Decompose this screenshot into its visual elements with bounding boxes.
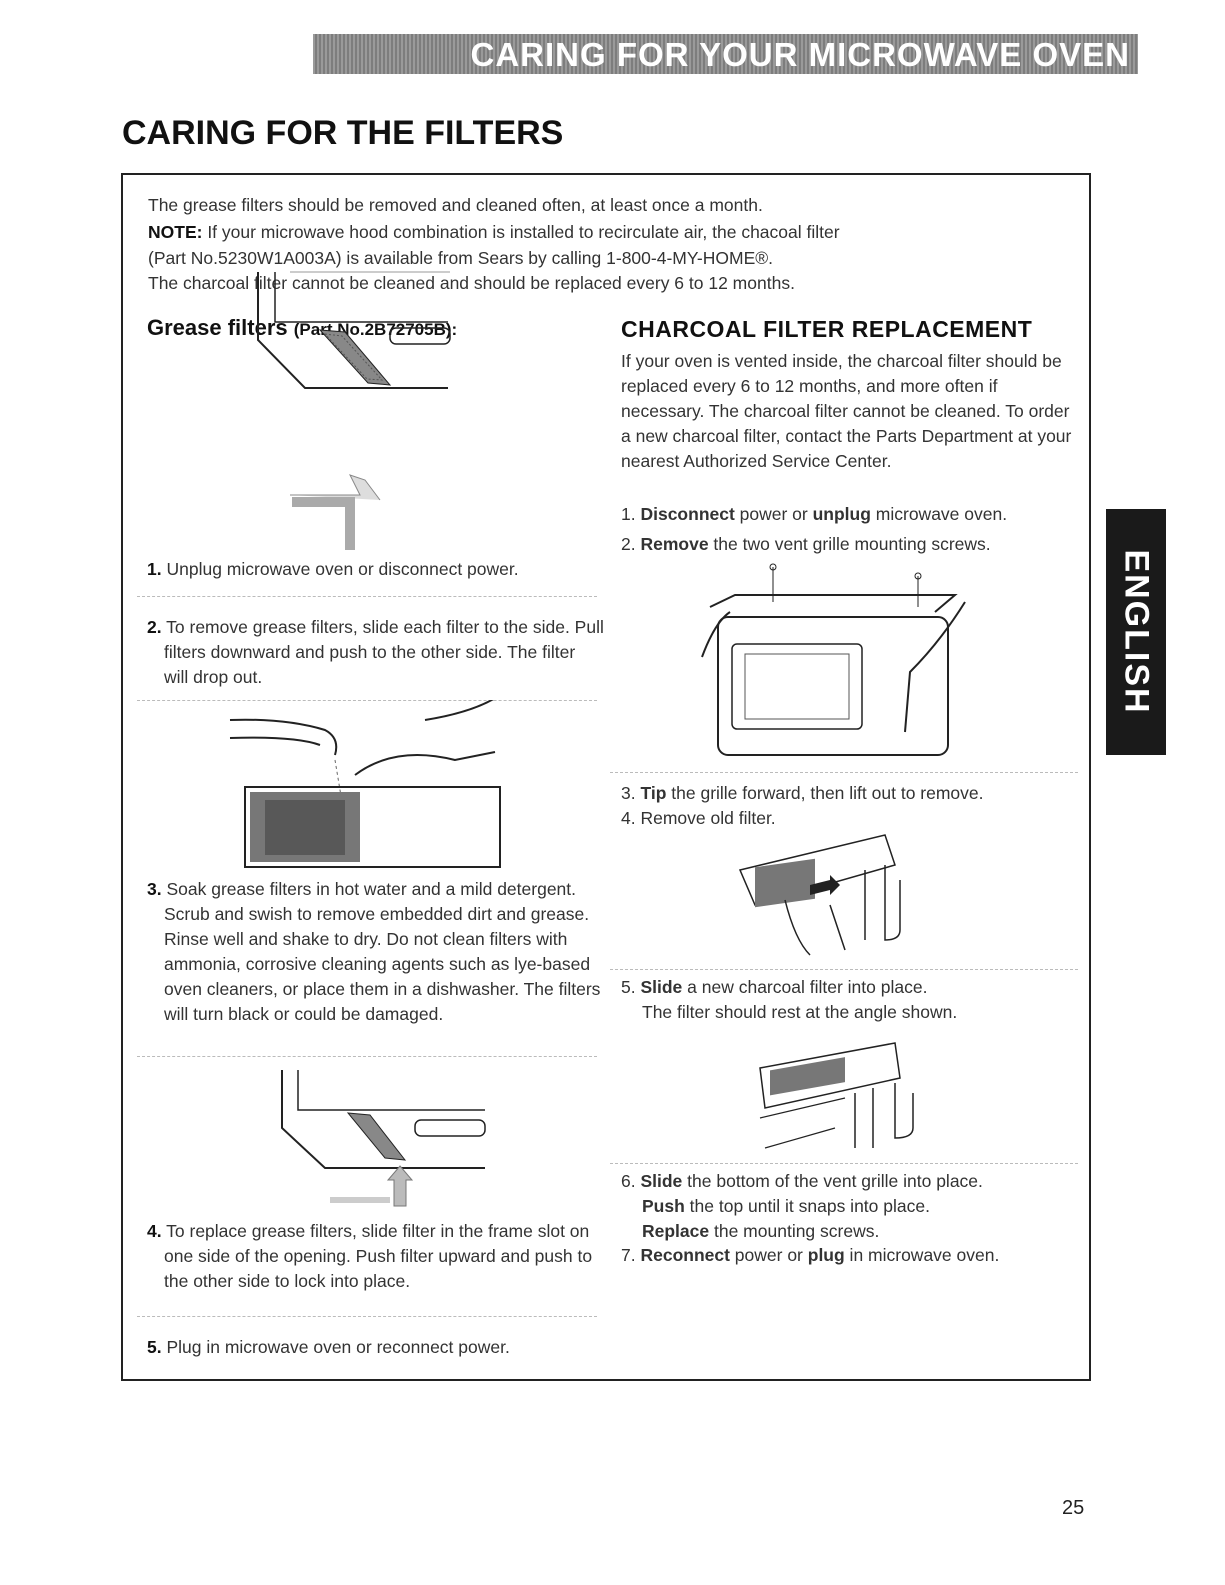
divider <box>137 1056 597 1057</box>
divider <box>610 969 1078 970</box>
language-tab-label: ENGLISH <box>1117 549 1156 715</box>
step-text: Unplug microwave oven or disconnect power. <box>161 559 519 579</box>
step-number: 3. <box>621 783 641 803</box>
page-number: 25 <box>1062 1497 1085 1519</box>
charcoal-step-2 <box>621 532 1071 557</box>
grease-filter-replace-illustration <box>270 1068 490 1208</box>
new-filter-angle-illustration <box>755 1038 925 1158</box>
step-bold: Remove <box>640 534 709 554</box>
intro-line-3: (Part No.5230W1A003A) is available from Sears by calling 1-800-4-MY-HOME®. <box>148 248 774 268</box>
divider <box>137 596 597 597</box>
step-text: the top until it snaps into place. <box>684 1196 930 1216</box>
step-number: 5. <box>147 1337 162 1357</box>
step-number: 4. <box>147 1221 162 1241</box>
page-title: CARING FOR THE FILTERS <box>122 114 564 152</box>
divider <box>137 1316 597 1317</box>
step-text: in microwave oven. <box>844 1245 1000 1265</box>
language-tab <box>1106 509 1166 755</box>
step-bold: Reconnect <box>640 1245 730 1265</box>
step-text: the bottom of the vent grille into place. <box>682 1171 983 1191</box>
charcoal-heading: CHARCOAL FILTER REPLACEMENT <box>621 316 1033 342</box>
charcoal-step-7 <box>621 1243 1071 1268</box>
banner-text: CARING FOR YOUR MICROWAVE OVEN <box>470 36 1130 73</box>
divider <box>610 772 1078 773</box>
charcoal-step-4 <box>621 806 1071 831</box>
step-text: the grille forward, then lift out to remove. <box>666 783 984 803</box>
grease-step-1 <box>147 557 614 582</box>
step-text: a new charcoal filter into place. <box>682 977 928 997</box>
step-bold: plug <box>807 1245 845 1265</box>
section-banner <box>313 34 1138 74</box>
step-number: 2. <box>621 534 641 554</box>
step-text: the two vent grille mounting screws. <box>708 534 991 554</box>
charcoal-step-6 <box>621 1169 1071 1244</box>
step-bold: Replace <box>642 1221 710 1241</box>
charcoal-intro: If your oven is vented inside, the charcoal filter should be replaced every 6 to 12 months, and more often if necessary. The charcoal filter cannot be cleaned. To order a new charcoal filter, contact the Parts Department at your nearest Authorized Service Center. <box>621 351 1072 471</box>
step-number: 4. <box>621 808 641 828</box>
step-text: Soak grease filters in hot water and a mild detergent. Scrub and swish to remove embedded dirt and grease. Rinse well and shake to dry. Do not clean filters with ammonia, corrosive cleaning agents such as lye-based oven cleaners, or place them in a dishwasher. The filters will turn black or could be damaged. <box>161 879 601 1024</box>
step-text: The filter should rest at the angle shown. <box>642 1002 958 1022</box>
step-text: the mounting screws. <box>709 1221 880 1241</box>
intro-line-4: The charcoal filter cannot be cleaned and should be replaced every 6 to 12 months. <box>148 273 795 293</box>
intro-line-1: The grease filters should be removed and cleaned often, at least once a month. <box>148 195 763 215</box>
grease-step-5 <box>147 1335 614 1360</box>
divider <box>610 1163 1078 1164</box>
step-number: 6. <box>621 1171 641 1191</box>
step-text: Plug in microwave oven or reconnect power. <box>161 1337 510 1357</box>
grease-step-4 <box>147 1219 619 1294</box>
step-text: To replace grease filters, slide filter in the frame slot on one side of the opening. Push filter upward and push to the other side to lock into place. <box>161 1221 593 1291</box>
step-number: 1. <box>147 559 162 579</box>
grease-filter-removal-illustration <box>250 270 460 560</box>
vent-grille-removal-illustration <box>700 562 970 767</box>
note-label: NOTE: <box>148 222 203 242</box>
soaking-filter-illustration <box>225 700 515 875</box>
step-text: microwave oven. <box>870 504 1008 524</box>
step-bold: Push <box>642 1196 685 1216</box>
charcoal-step-1 <box>621 502 1071 527</box>
step-number: 3. <box>147 879 162 899</box>
step-bold: Disconnect <box>640 504 735 524</box>
grease-step-3 <box>147 877 614 1027</box>
step-text: power or <box>729 1245 808 1265</box>
step-number: 5. <box>621 977 641 997</box>
step-bold: Slide <box>640 977 683 997</box>
step-number: 1. <box>621 504 641 524</box>
grease-heading-text: Grease filters <box>147 315 294 340</box>
step-bold: Slide <box>640 1171 683 1191</box>
grease-step-2 <box>147 615 604 690</box>
note-text: If your microwave hood combination is installed to recirculate air, the chacoal filter <box>202 222 840 242</box>
step-text: Remove old filter. <box>640 808 776 828</box>
step-text: To remove grease filters, slide each filter to the side. Pull filters downward and push to the other side. The filter will drop out. <box>161 617 604 687</box>
charcoal-step-5 <box>621 975 1071 1025</box>
grease-part-number: (Part No.2B72705B): <box>293 320 458 339</box>
step-bold: Tip <box>640 783 667 803</box>
charcoal-step-3 <box>621 781 1071 806</box>
step-number: 7. <box>621 1245 641 1265</box>
remove-old-filter-illustration <box>735 830 910 960</box>
step-number: 2. <box>147 617 162 637</box>
intro-note <box>148 220 840 245</box>
step-text: power or <box>734 504 813 524</box>
step-bold: unplug <box>812 504 871 524</box>
